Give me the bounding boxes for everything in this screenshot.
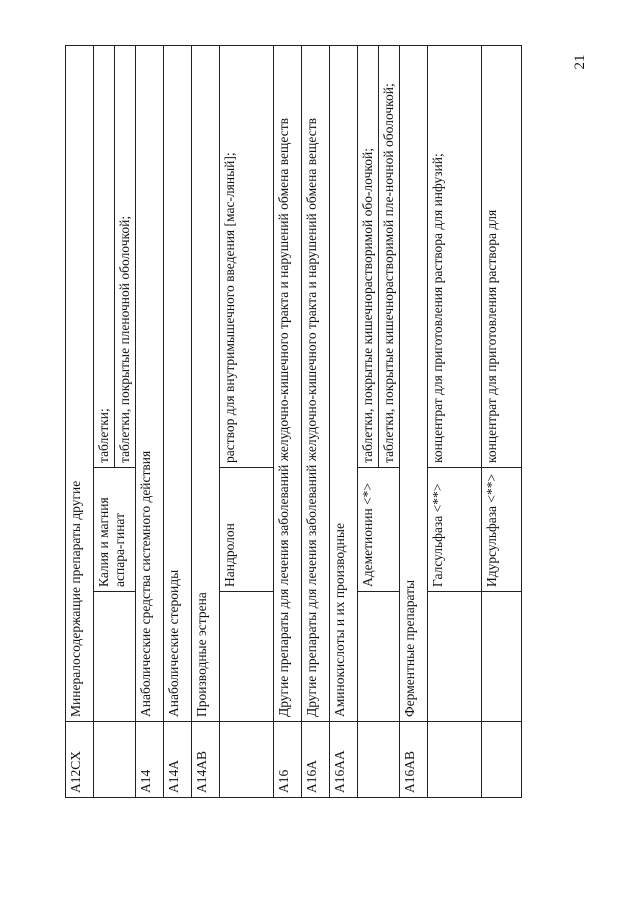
table-row <box>274 46 302 798</box>
table-row <box>192 46 220 798</box>
table-row <box>428 46 482 798</box>
dosage-form-cell: таблетки, покрытые пленочной оболочкой; <box>115 46 136 468</box>
table-row <box>302 46 330 798</box>
atc-code-cell: A16 <box>274 722 302 798</box>
drug-classification-table <box>65 45 522 798</box>
group-name-cell: Аминокислоты и их производные <box>330 46 358 722</box>
empty-code-cell <box>358 722 400 798</box>
drug-name-cell: Адеметионин <*> <box>358 468 400 592</box>
atc-code-cell: A16A <box>302 722 330 798</box>
atc-code-cell: A14AB <box>192 722 220 798</box>
dosage-form-cell: таблетки; <box>94 46 115 468</box>
empty-cell <box>482 592 522 722</box>
drug-name-cell: Нандролон <box>220 468 274 592</box>
atc-code-cell: A14 <box>136 722 164 798</box>
table-row <box>220 46 274 798</box>
dosage-form-cell: таблетки, покрытые кишечнорастворимой пле-ночной оболочкой; <box>379 46 400 468</box>
table-row <box>164 46 192 798</box>
atc-code-cell: A16AA <box>330 722 358 798</box>
empty-code-cell <box>482 722 522 798</box>
page-number: 21 <box>572 54 588 70</box>
empty-cell <box>428 592 482 722</box>
group-name-cell: Другие препараты для лечения заболеваний желудочно-кишечного тракта и нарушений обмена веществ <box>274 46 302 722</box>
dosage-form-cell: таблетки, покрытые кишечнорастворимой обо-лочкой; <box>358 46 379 468</box>
atc-code-cell: A16AB <box>400 722 428 798</box>
group-name-cell: Анаболические средства системного действия <box>136 46 164 722</box>
empty-cell <box>94 592 136 722</box>
drug-name-cell: Галсульфаза <**> <box>428 468 482 592</box>
table-row <box>358 46 379 798</box>
atc-code-cell: A12CX <box>66 722 94 798</box>
empty-code-cell <box>220 722 274 798</box>
empty-code-cell <box>428 722 482 798</box>
drug-name-cell: Идурсульфаза <**> <box>482 468 522 592</box>
table-row <box>66 46 94 798</box>
drug-name-cell: Калия и магния аспара-гинат <box>94 468 136 592</box>
empty-code-cell <box>94 722 136 798</box>
table-row <box>136 46 164 798</box>
table-row <box>482 46 522 798</box>
dosage-form-cell: концентрат для приготовления раствора для <box>482 46 522 468</box>
empty-cell <box>358 592 400 722</box>
rotated-table-container <box>65 45 557 798</box>
group-name-cell: Ферментные препараты <box>400 46 428 722</box>
group-name-cell: Минералосодержащие препараты другие <box>66 46 94 722</box>
atc-code-cell: A14A <box>164 722 192 798</box>
dosage-form-cell: концентрат для приготовления раствора для инфузий; <box>428 46 482 468</box>
dosage-form-cell: раствор для внутримышечного введения [мас-ляный]; <box>220 46 274 468</box>
table-row <box>400 46 428 798</box>
group-name-cell: Производные эстрена <box>192 46 220 722</box>
group-name-cell: Другие препараты для лечения заболеваний желудочно-кишечного тракта и нарушений обмена веществ <box>302 46 330 722</box>
empty-cell <box>220 592 274 722</box>
table-row <box>330 46 358 798</box>
group-name-cell: Анаболические стероиды <box>164 46 192 722</box>
table-row <box>94 46 115 798</box>
